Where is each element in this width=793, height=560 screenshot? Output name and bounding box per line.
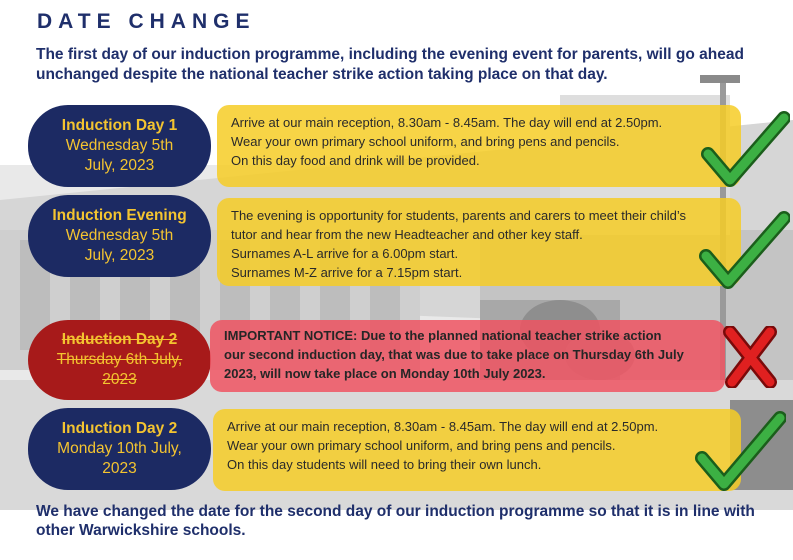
detail-line: Surnames M-Z arrive for a 7.15pm start. [231, 265, 463, 280]
notice-line: 2023, will now take place on Monday 10th July 2023. [224, 366, 546, 381]
check-icon [698, 210, 790, 292]
induction-evening-details [217, 198, 741, 286]
section-name: Induction Day 1 [61, 117, 178, 134]
detail-line: Arrive at our main reception, 8.30am - 8.45am. The day will end at 2.50pm. [231, 115, 663, 130]
detail-line: On this day students will need to bring their own lunch. [227, 457, 542, 472]
notice-line: IMPORTANT NOTICE: Due to the planned national teacher strike action [224, 328, 662, 343]
detail-line: Arrive at our main reception, 8.30am - 8.45am. The day will end at 2.50pm. [227, 419, 659, 434]
detail-line: The evening is opportunity for students, parents and carers to meet their child’s [231, 208, 687, 223]
detail-line: Wear your own primary school uniform, and bring pens and pencils. [231, 134, 620, 149]
notice-line: our second induction day, that was due to take place on Thursday 6th July [224, 347, 684, 362]
section-date-line1: Wednesday 5th [65, 227, 174, 244]
section-date-line2: July, 2023 [84, 247, 155, 264]
page-title: DATE CHANGE [37, 10, 256, 33]
cancelled-day-2-pill [28, 320, 211, 400]
section-name: Induction Day 2 [61, 331, 178, 348]
induction-evening-pill [28, 195, 211, 277]
detail-line: tutor and hear from the new Headteacher and other key staff. [231, 227, 583, 242]
induction-day-1-pill [28, 105, 211, 187]
section-name: Induction Day 2 [61, 420, 178, 437]
new-induction-day-2-pill [28, 408, 211, 490]
check-icon [694, 410, 786, 494]
induction-day-1-details [217, 105, 741, 187]
new-induction-day-2-details [213, 409, 741, 491]
intro-text: The first day of our induction programme, including the evening event for parents, will go ahead unchanged despite the national teacher strike action taking place on that day. [36, 46, 744, 83]
section-date-line2: July, 2023 [84, 157, 155, 174]
section-date-line2: 2023 [102, 371, 137, 388]
detail-line: On this day food and drink will be provided. [231, 153, 480, 168]
section-date-line1: Thursday 6th July, [56, 351, 183, 368]
outro-text: We have changed the date for the second day of our induction programme so that it is in line with other Warwickshire schools. [36, 503, 755, 539]
detail-line: Wear your own primary school uniform, and bring pens and pencils. [227, 438, 616, 453]
section-date-line1: Wednesday 5th [65, 137, 174, 154]
check-icon [700, 110, 790, 190]
important-notice-box [210, 320, 725, 392]
section-date-line1: Monday 10th July, [57, 440, 182, 457]
cross-icon [722, 326, 778, 388]
detail-line: Surnames A-L arrive for a 6.00pm start. [231, 246, 459, 261]
section-name: Induction Evening [52, 207, 187, 224]
section-date-line2: 2023 [102, 460, 137, 477]
